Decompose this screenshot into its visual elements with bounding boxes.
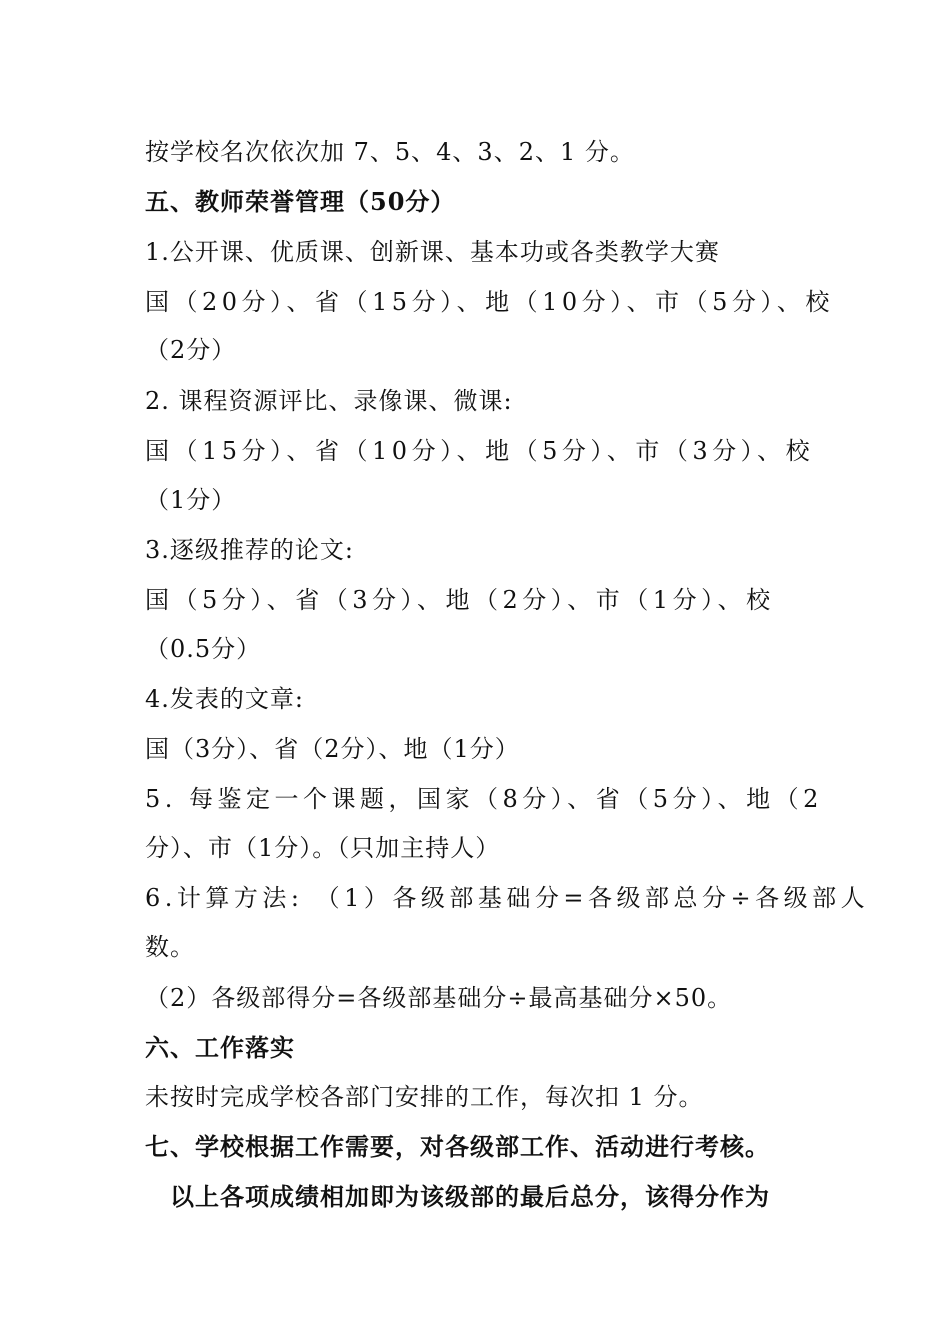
text-line-item-6: 6.计算方法: （1）各级部基础分=各级部总分÷各级部人	[145, 884, 870, 912]
section-heading-6: 六、工作落实	[145, 1033, 295, 1062]
text-line-item-3-scores: 国（5分）、省（3分）、地（2分）、市（1分）、校	[145, 586, 775, 614]
text-line-summary: 以上各项成绩相加即为该级部的最后总分，该得分作为	[170, 1182, 770, 1211]
text-line-item-1: 1.公开课、优质课、创新课、基本功或各类教学大赛	[145, 238, 720, 266]
text-line-item-1-scores-cont: （2分）	[145, 336, 237, 364]
section-heading-5: 五、教师荣誉管理（50分）	[145, 187, 456, 216]
text-line-item-5: 5. 每鉴定一个课题，国家（8分）、省（5分）、地（2	[145, 785, 823, 813]
text-line-item-2-scores-cont: （1分）	[145, 486, 237, 514]
text-line-item-2: 2. 课程资源评比、录像课、微课:	[145, 387, 513, 415]
text-line-item-6-cont: 数。	[145, 933, 195, 961]
text-line-item-1-scores: 国（20分）、省（15分）、地（10分）、市（5分）、校	[145, 288, 834, 316]
text-line-item-3: 3.逐级推荐的论文:	[145, 536, 354, 564]
text-line-item-4: 4.发表的文章:	[145, 685, 304, 713]
section-heading-7: 七、学校根据工作需要，对各级部工作、活动进行考核。	[145, 1132, 770, 1161]
text-line-ranking-points: 按学校名次依次加 7、5、4、3、2、1 分。	[145, 138, 635, 166]
text-line-work-deduction: 未按时完成学校各部门安排的工作，每次扣 1 分。	[145, 1083, 704, 1111]
text-line-item-2-scores: 国（15分）、省（10分）、地（5分）、市（3分）、校	[145, 437, 815, 465]
text-line-item-5-cont: 分）、市（1分）。（只加主持人）	[145, 834, 501, 862]
text-line-item-3-scores-cont: （0.5分）	[145, 635, 262, 663]
text-line-item-4-scores: 国（3分）、省（2分）、地（1分）	[145, 735, 520, 763]
text-line-item-6-formula-2: （2）各级部得分=各级部基础分÷最高基础分×50。	[145, 984, 733, 1012]
